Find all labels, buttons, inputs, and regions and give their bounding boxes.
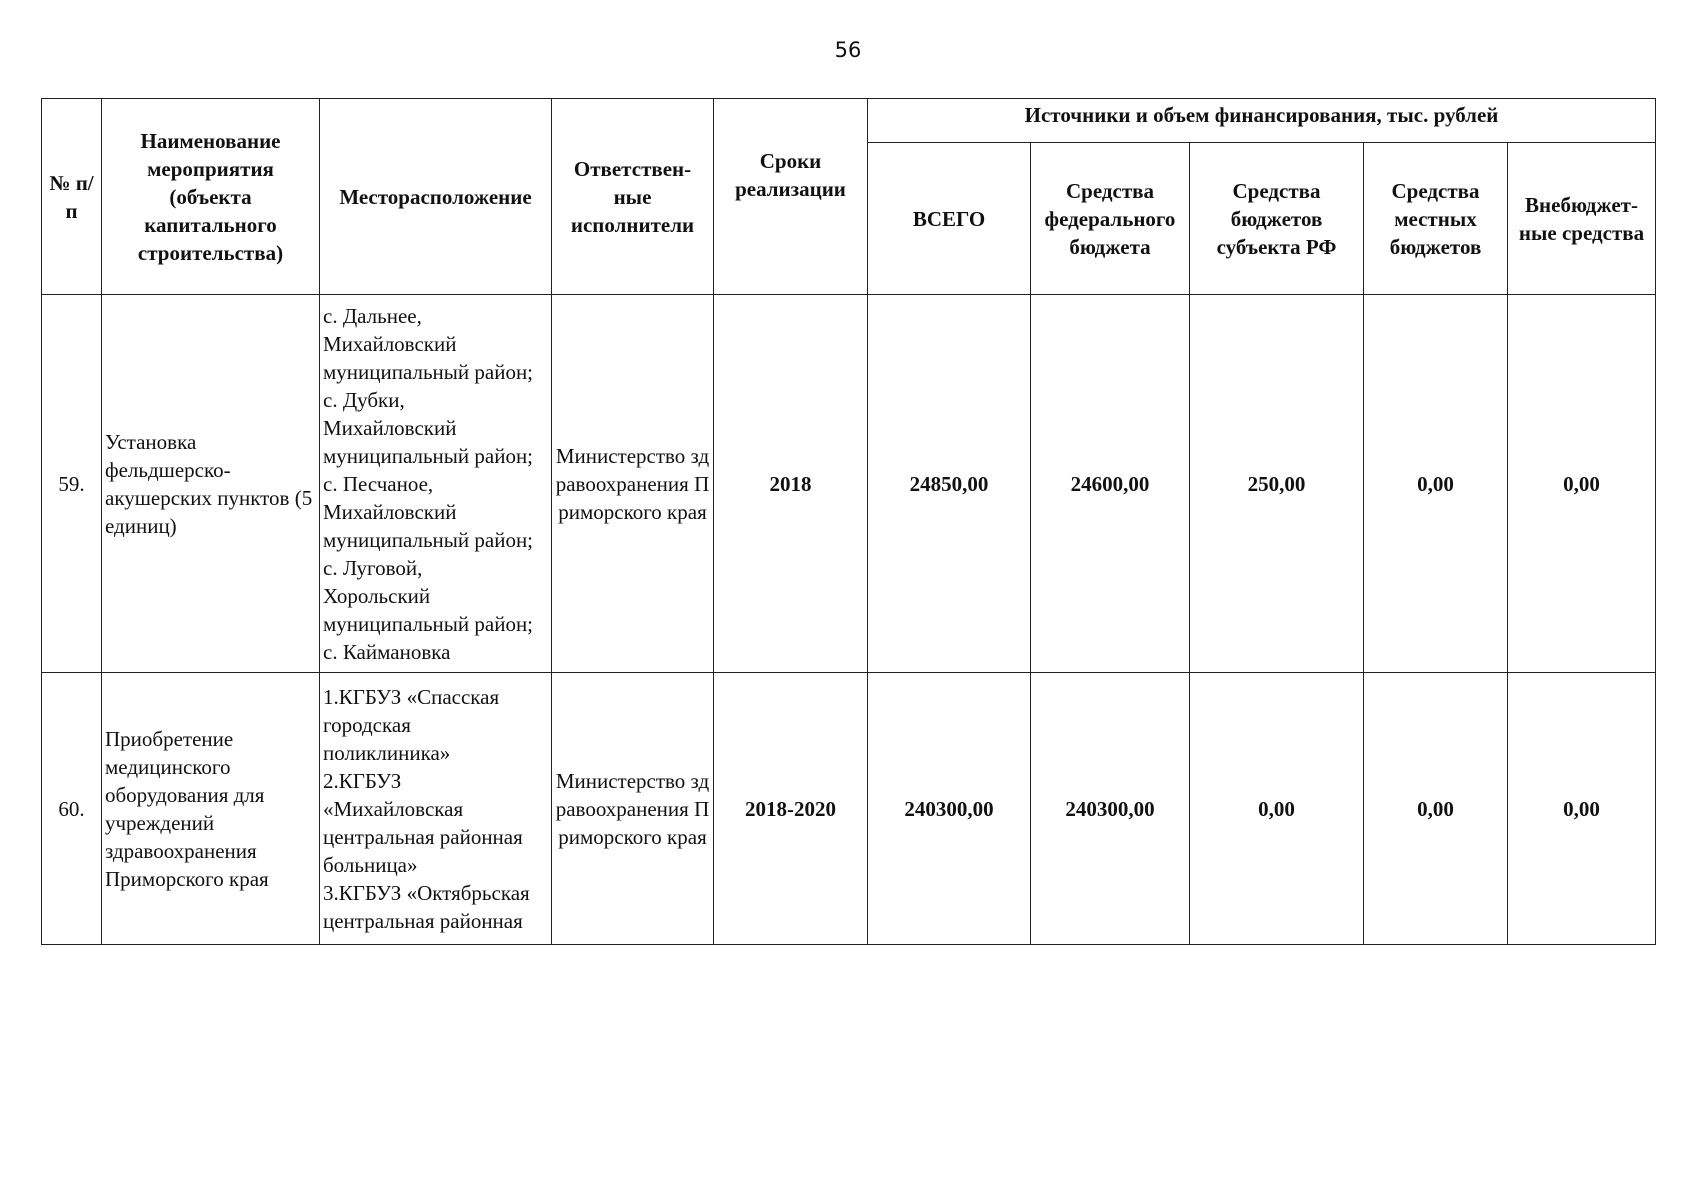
row-local: 0,00 (1364, 673, 1508, 945)
row-terms: 2018-2020 (714, 673, 868, 945)
page-number: 56 (834, 38, 862, 62)
financing-table (41, 98, 1656, 945)
location-line: городская (323, 712, 411, 737)
location-line: центральная районная (323, 908, 523, 933)
row-subject: 0,00 (1190, 673, 1364, 945)
row-offbudget: 0,00 (1508, 295, 1656, 673)
table-row (42, 673, 1656, 945)
header-subject: Средства бюджетов субъекта РФ (1190, 143, 1364, 295)
row-responsible: Министерство здравоохранения Приморского края (552, 673, 714, 945)
row-subject: 250,00 (1190, 295, 1364, 673)
location-line: центральная районная (323, 824, 523, 849)
row-name: Приобретение медицинского оборудования для учреждений здравоохранения Приморского края (102, 673, 320, 945)
location-line: с. Каймановка (323, 639, 451, 664)
location-line: с. Песчаное, (323, 471, 434, 496)
row-num: 60. (42, 673, 102, 945)
row-offbudget: 0,00 (1508, 673, 1656, 945)
header-terms: Сроки реализации (714, 99, 868, 295)
location-line: муниципальный район; (323, 443, 534, 468)
row-name: Установка фельдшерско-акушерских пунктов (5 единиц) (102, 295, 320, 673)
header-total: ВСЕГО (868, 143, 1031, 295)
row-federal: 24600,00 (1031, 295, 1190, 673)
location-line: 3.КГБУЗ «Октябрьская (323, 880, 530, 905)
row-responsible: Министерство здравоохранения Приморского края (552, 295, 714, 673)
header-sources: Источники и объем финансирования, тыс. рублей (868, 99, 1656, 143)
location-line: поликлиника» (323, 740, 451, 765)
header-local: Средства местных бюджетов (1364, 143, 1508, 295)
location-line: с. Дальнее, (323, 303, 422, 328)
row-total: 24850,00 (868, 295, 1031, 673)
location-line: Михайловский (323, 331, 457, 356)
row-location (320, 673, 552, 945)
header-location: Месторасположение (320, 99, 552, 295)
header-row-top (42, 99, 1656, 143)
header-responsible: Ответствен-ные исполнители (552, 99, 714, 295)
location-line: «Михайловская (323, 796, 464, 821)
header-name: Наименование мероприятия (объекта капитального строительства) (102, 99, 320, 295)
row-num: 59. (42, 295, 102, 673)
header-offbudget: Внебюджет-ные средства (1508, 143, 1656, 295)
location-line: Михайловский (323, 499, 457, 524)
location-line: Михайловский (323, 415, 457, 440)
location-line: муниципальный район; (323, 611, 534, 636)
location-line: с. Луговой, (323, 555, 423, 580)
row-terms: 2018 (714, 295, 868, 673)
row-total: 240300,00 (868, 673, 1031, 945)
table-row (42, 295, 1656, 673)
header-num: № п/п (42, 99, 102, 295)
row-local: 0,00 (1364, 295, 1508, 673)
header-federal: Средства федерального бюджета (1031, 143, 1190, 295)
row-location (320, 295, 552, 673)
location-line: муниципальный район; (323, 527, 534, 552)
row-federal: 240300,00 (1031, 673, 1190, 945)
location-line: больница» (323, 852, 418, 877)
location-line: 2.КГБУЗ (323, 768, 402, 793)
location-line: Хорольский (323, 583, 431, 608)
location-line: 1.КГБУЗ «Спасская (323, 684, 500, 709)
location-line: с. Дубки, (323, 387, 405, 412)
location-line: муниципальный район; (323, 359, 534, 384)
